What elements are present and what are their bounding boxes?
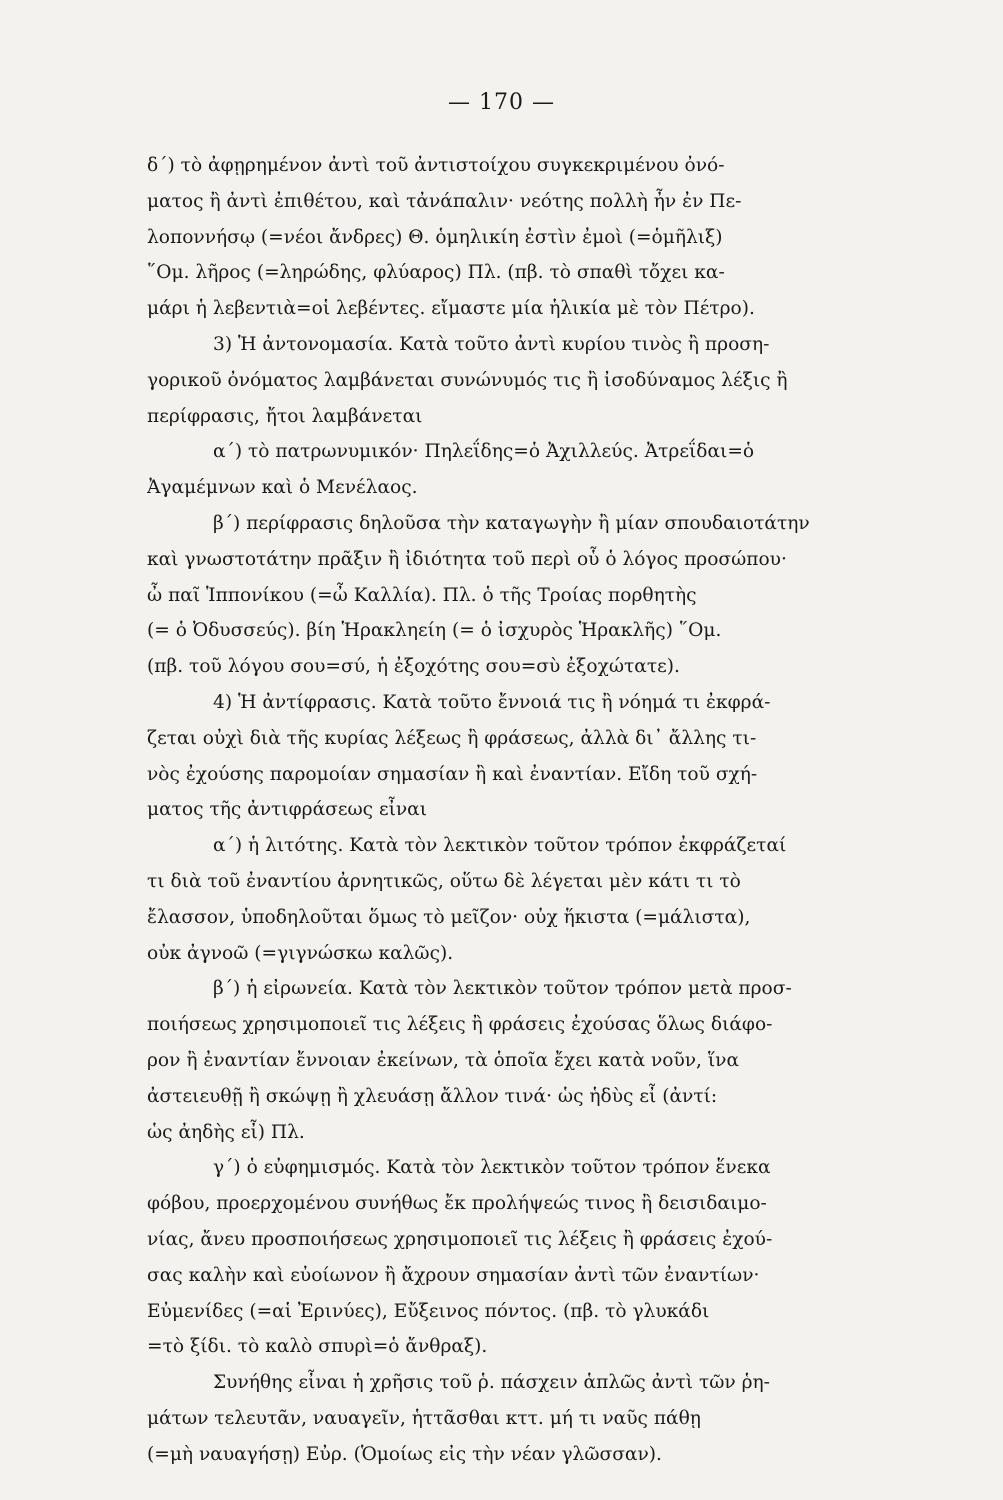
text-line: (πβ. τοῦ λόγου σου=σύ, ἡ ἐξοχότης σου=σὺ ἐξοχώτατε).: [147, 656, 680, 678]
text-line: ῞Ομ. λῆρος (=ληρώδης, φλύαρος) Πλ. (πβ. τὸ σπαθὶ τὄχει κα-: [147, 262, 725, 284]
text-line: Ἀγαμέμνων καὶ ὁ Μενέλαος.: [147, 477, 418, 499]
text-line: γ΄) ὁ εὐφημισμός. Κατὰ τὸν λεκτικὸν τοῦτον τρόπον ἕνεκα: [213, 1157, 771, 1179]
text-line: α΄) τὸ πατρωνυμικόν· Πηλεΐδης=ὁ Ἀχιλλεύς. Ἀτρεΐδαι=ὁ: [213, 441, 755, 463]
text-line: ματος ἢ ἀντὶ ἐπιθέτου, καὶ τἀνάπαλιν· νεότης πολλὴ ἦν ἐν Πε-: [147, 190, 742, 212]
text-line: ρον ἢ ἐναντίαν ἔννοιαν ἐκείνων, τὰ ὁποῖα ἔχει κατὰ νοῦν, ἵνα: [147, 1049, 740, 1071]
text-line: α΄) ἡ λιτότης. Κατὰ τὸν λεκτικὸν τοῦτον τρόπον ἐκφράζεταί: [213, 835, 787, 857]
text-line: ὡς ἀηδὴς εἶ) Πλ.: [147, 1121, 305, 1143]
text-line: (= ὁ Ὀδυσσεύς). βίη Ἡρακληείη (= ὁ ἰσχυρὸς Ἡρακλῆς) ῞Ομ.: [147, 620, 722, 642]
page-number: — 170 —: [448, 90, 555, 115]
text-line: 3) Ἡ ἀντονομασία. Κατὰ τοῦτο ἀντὶ κυρίου τινὸς ἢ προση-: [213, 333, 770, 355]
text-line: β΄) περίφρασις δηλοῦσα τὴν καταγωγὴν ἢ μίαν σπουδαιοτάτην: [213, 512, 810, 534]
text-line: νὸς ἐχούσης παρομοίαν σημασίαν ἢ καὶ ἐναντίαν. Εἴδη τοῦ σχή-: [147, 763, 758, 785]
text-line: οὐκ ἀγνοῶ (=γιγνώσκω καλῶς).: [147, 942, 454, 964]
text-line: ὦ παῖ Ἱππονίκου (=ὦ Καλλία). Πλ. ὁ τῆς Τροίας πορθητὴς: [147, 584, 697, 606]
text-line: καὶ γνωστοτάτην πρᾶξιν ἢ ἰδιότητα τοῦ περὶ οὗ ὁ λόγος προσώπου·: [147, 548, 787, 570]
text-line: φόβου, προερχομένου συνήθως ἔκ προλήψεώς τινος ἢ δεισιδαιμο-: [147, 1193, 767, 1215]
text-line: λοποννήσῳ (=νέοι ἄνδρες) Θ. ὁμηλικίη ἐστὶν ἐμοὶ (=ὁμῆλιξ): [147, 226, 723, 248]
text-line: =τὸ ξίδι. τὸ καλὸ σπυρὶ=ὁ ἄνθραξ).: [147, 1336, 488, 1358]
text-line: ζεται οὐχὶ διὰ τῆς κυρίας λέξεως ἢ φράσεως, ἀλλὰ δι᾽ ἄλλης τι-: [147, 727, 757, 749]
text-line: μάρι ἡ λεβεντιὰ=οἱ λεβέντες. εἴμαστε μία ἡλικία μὲ τὸν Πέτρο).: [147, 298, 755, 320]
text-line: Εὐμενίδες (=αἱ Ἐρινύες), Εὔξεινος πόντος. (πβ. τὸ γλυκάδι: [147, 1300, 710, 1322]
text-line: ματος τῆς ἀντιφράσεως εἶναι: [147, 799, 428, 821]
text-line: τι διὰ τοῦ ἐναντίου ἀρνητικῶς, οὕτω δὲ λέγεται μὲν κάτι τι τὸ: [147, 870, 741, 892]
text-line: ἔλασσον, ὑποδηλοῦται ὅμως τὸ μεῖζον· οὐχ ἥκιστα (=μάλιστα),: [147, 906, 751, 928]
text-line: Συνήθης εἶναι ἡ χρῆσις τοῦ ῥ. πάσχειν ἁπλῶς ἀντὶ τῶν ῥη-: [213, 1372, 770, 1394]
text-line: μάτων τελευτᾶν, ναυαγεῖν, ἡττᾶσθαι κττ. μή τι ναῦς πάθῃ: [147, 1407, 701, 1429]
text-line: σας καλὴν καὶ εὐοίωνον ἢ ἄχρουν σημασίαν ἀντὶ τῶν ἐναντίων·: [147, 1264, 760, 1286]
text-line: β΄) ἡ εἰρωνεία. Κατὰ τὸν λεκτικὸν τοῦτον τρόπον μετὰ προσ-: [213, 978, 792, 1000]
text-line: ἀστειευθῇ ἢ σκώψῃ ἢ χλευάσῃ ἄλλον τινά· ὡς ἡδὺς εἶ (ἀντί:: [147, 1085, 718, 1107]
text-line: δ΄) τὸ ἀφῃρημένον ἀντὶ τοῦ ἀντιστοίχου συγκεκριμένου ὀνό-: [147, 155, 725, 176]
text-line: νίας, ἄνευ προσποιήσεως χρησιμοποιεῖ τις λέξεις ἢ φράσεις ἐχού-: [147, 1228, 773, 1250]
body-text: [147, 148, 937, 1472]
text-line: 4) Ἡ ἀντίφρασις. Κατὰ τοῦτο ἔννοιά τις ἢ νόημά τι ἐκφρά-: [213, 691, 771, 713]
text-line: περίφρασις, ἤτοι λαμβάνεται: [147, 405, 423, 427]
text-line: ποιήσεως χρησιμοποιεῖ τις λέξεις ἢ φράσεις ἐχούσας ὅλως διάφο-: [147, 1014, 773, 1036]
text-line: (=μὴ ναυαγήσῃ) Εὐρ. (Ὁμοίως εἰς τὴν νέαν γλῶσσαν).: [147, 1443, 662, 1465]
text-line: γορικοῦ ὀνόματος λαμβάνεται συνώνυμός τις ἢ ἰσοδύναμος λέξις ἢ: [147, 369, 788, 391]
